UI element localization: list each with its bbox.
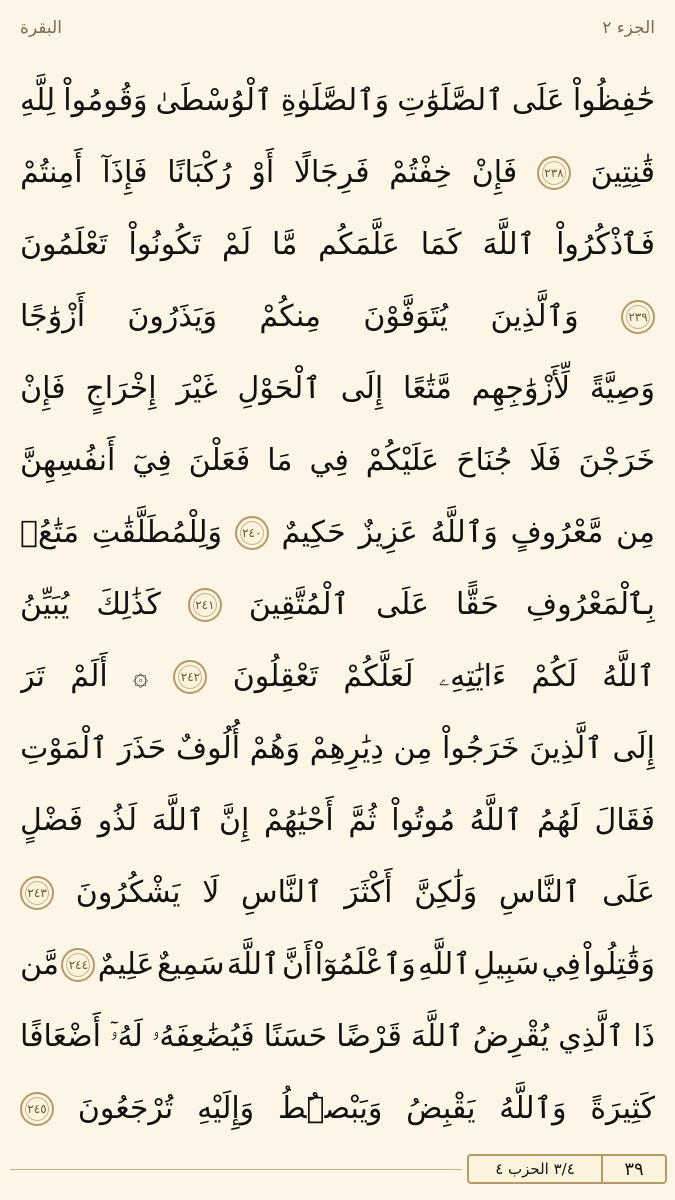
quran-word[interactable]: مَا bbox=[267, 443, 293, 478]
hizb-label: ٣/٤ الحزب ٤ bbox=[495, 1160, 575, 1178]
quran-word[interactable]: مِن bbox=[616, 515, 655, 550]
quran-word[interactable]: فَإِنْ bbox=[20, 371, 66, 406]
quran-word[interactable]: تَعْقِلُونَ bbox=[232, 659, 319, 694]
quran-word[interactable]: ٱللَّهُ bbox=[602, 659, 655, 694]
quran-word[interactable]: قَرْضًا bbox=[336, 1019, 402, 1054]
quran-word[interactable]: سَبِيلِ bbox=[473, 947, 540, 982]
ayah-number-marker: ٢٤٥ bbox=[20, 1092, 54, 1126]
quran-word[interactable]: مِن bbox=[393, 731, 433, 766]
text-line bbox=[20, 1076, 655, 1142]
quran-word[interactable]: لَهُۥٓ bbox=[110, 1019, 143, 1054]
page-footer bbox=[0, 1148, 675, 1200]
quran-word[interactable]: ٱلْحَوْلِ bbox=[237, 371, 321, 406]
quran-word[interactable]: ثُمَّ bbox=[348, 803, 377, 838]
quran-word[interactable]: فَإِنْ bbox=[471, 155, 518, 190]
quran-word[interactable]: ٱلَّذِينَ bbox=[529, 731, 603, 766]
quran-word[interactable]: تَكُونُواْ bbox=[128, 227, 202, 262]
quran-word[interactable]: إِخْرَاجٍ bbox=[85, 371, 157, 406]
ayah-number-marker: ٢٤١ bbox=[188, 588, 222, 622]
quran-word[interactable]: فِيٓ bbox=[132, 443, 172, 478]
quran-word[interactable]: مَّعْرُوفٍ bbox=[510, 515, 604, 550]
text-line bbox=[20, 356, 655, 422]
quran-word[interactable]: فَقَالَ bbox=[594, 803, 655, 838]
quran-word[interactable]: ٱلْوُسْطَىٰ bbox=[155, 83, 273, 118]
quran-word[interactable]: مَّتَٰعًا bbox=[403, 371, 452, 406]
quran-word[interactable]: وَٱعْلَمُوٓاْ bbox=[314, 947, 416, 982]
quran-word[interactable]: فِي bbox=[541, 947, 581, 982]
quran-word[interactable]: عَلَى bbox=[602, 875, 655, 910]
quran-word[interactable]: ٱلَّذِي bbox=[558, 1019, 625, 1054]
quran-word[interactable]: فَضْلٍ bbox=[20, 803, 84, 838]
footer-divider bbox=[10, 1169, 462, 1170]
quran-word[interactable]: لَعَلَّكُمْ bbox=[343, 659, 414, 694]
quran-word[interactable]: حَٰفِظُواْ bbox=[572, 83, 655, 118]
quran-word[interactable]: مَّن bbox=[20, 947, 59, 982]
quran-word[interactable]: مَّا bbox=[272, 227, 298, 262]
quran-word[interactable]: يُقْرِضُ bbox=[472, 1019, 550, 1054]
quran-word[interactable]: حَذَرَ bbox=[117, 731, 167, 766]
quran-word[interactable]: لَذُو bbox=[97, 803, 138, 838]
quran-word[interactable]: خَرَجُواْ bbox=[442, 731, 520, 766]
quran-word[interactable]: حَسَنًا bbox=[263, 1019, 328, 1054]
text-line bbox=[20, 860, 655, 926]
quran-word[interactable]: ٱلصَّلَوَٰتِ bbox=[397, 83, 504, 118]
quran-word[interactable]: وَٱللَّهُ bbox=[499, 1091, 567, 1126]
quran-word[interactable]: مِنكُمْ bbox=[259, 299, 321, 334]
text-line bbox=[20, 428, 655, 494]
quran-word[interactable]: إِلَى bbox=[340, 371, 384, 406]
quran-word[interactable]: ٱلنَّاسِ bbox=[498, 875, 581, 910]
quran-word[interactable]: ٱللَّهَ bbox=[482, 227, 536, 262]
quran-word[interactable]: وَيَذَرُونَ bbox=[127, 299, 217, 334]
quran-word[interactable]: يَشْكُرُونَ bbox=[75, 875, 181, 910]
quran-word[interactable]: رُكْبَانًا bbox=[167, 155, 232, 190]
quran-word[interactable]: فَإِذَآ bbox=[102, 155, 148, 190]
quran-word[interactable]: لَكُمْ bbox=[531, 659, 578, 694]
quran-word[interactable]: خِفْتُمْ bbox=[389, 155, 453, 190]
quran-word[interactable]: ٱلْمَوْتِ bbox=[20, 731, 108, 766]
quran-word[interactable]: فَرِجَالًا bbox=[293, 155, 370, 190]
quran-word[interactable]: قَٰنِتِينَ bbox=[590, 155, 655, 190]
quran-word[interactable]: وَٱلصَّلَوٰةِ bbox=[280, 83, 390, 118]
quran-word[interactable]: أَوْ bbox=[251, 155, 275, 190]
quran-word[interactable]: كَثِيرَةً bbox=[590, 1091, 655, 1126]
surah-name-label: البقرة bbox=[20, 18, 62, 38]
quran-word[interactable]: أَحْيَٰهُمْ bbox=[264, 803, 334, 838]
quran-word[interactable]: لِلَّهِ bbox=[20, 83, 56, 118]
quran-word[interactable]: أَضْعَافًا bbox=[20, 1019, 101, 1054]
quran-word[interactable]: عَلَى bbox=[511, 83, 565, 118]
quran-word[interactable]: فَٱذْكُرُواْ bbox=[556, 227, 655, 262]
quran-word[interactable]: سَمِيعٌ bbox=[156, 947, 225, 982]
quran-word[interactable]: أُلُوفٌ bbox=[176, 731, 241, 766]
quran-word[interactable]: وَهُمْ bbox=[249, 731, 301, 766]
quran-word[interactable]: دِيَٰرِهِمْ bbox=[309, 731, 384, 766]
quran-word[interactable]: تَعْلَمُونَ bbox=[20, 227, 108, 262]
quran-word[interactable]: عَلَى bbox=[376, 587, 429, 622]
quran-word[interactable]: غَيْرَ bbox=[176, 371, 218, 406]
footer-frame bbox=[467, 1154, 667, 1184]
quran-word[interactable]: إِلَى bbox=[612, 731, 655, 766]
quran-word[interactable]: ءَايَٰتِهِۦ bbox=[438, 659, 507, 694]
quran-word[interactable]: وَٱلَّذِينَ bbox=[490, 299, 579, 334]
text-line bbox=[20, 788, 655, 854]
text-line bbox=[20, 68, 655, 134]
quran-word[interactable]: وَصِيَّةً bbox=[589, 371, 655, 406]
quran-word[interactable]: تُرْجَعُونَ bbox=[77, 1091, 174, 1126]
quran-word[interactable]: فَيُضَٰعِفَهُۥ bbox=[151, 1019, 255, 1054]
quran-word[interactable]: أَكْثَرَ bbox=[344, 875, 393, 910]
juz-label: الجزء ٢ bbox=[602, 18, 655, 38]
quran-word[interactable]: فَعَلْنَ bbox=[188, 443, 251, 478]
quran-word[interactable]: تَرَ bbox=[20, 659, 46, 694]
quran-word[interactable]: لِّأَزْوَٰجِهِم bbox=[471, 371, 571, 406]
ayah-number-marker: ٢٤٢ bbox=[173, 660, 207, 694]
text-line bbox=[20, 572, 655, 638]
quran-word[interactable]: ٱللَّهِ bbox=[418, 947, 471, 982]
quran-word[interactable]: أَنفُسِهِنَّ bbox=[20, 443, 116, 478]
quran-word[interactable]: ٱلْمُتَّقِينَ bbox=[248, 587, 350, 622]
quran-word[interactable]: فِي bbox=[309, 443, 349, 478]
text-line bbox=[20, 212, 655, 278]
rub-el-hizb-icon: ۞ bbox=[132, 662, 149, 692]
quran-word[interactable]: وَقُومُواْ bbox=[63, 83, 148, 118]
page-number: ٣٩ bbox=[601, 1156, 665, 1182]
quran-word[interactable]: عَلَّمَكُم bbox=[318, 227, 400, 262]
quran-word[interactable]: وَإِلَيْهِ bbox=[197, 1091, 255, 1126]
text-line bbox=[20, 500, 655, 566]
quran-word[interactable]: مُوتُواْ bbox=[391, 803, 456, 838]
quran-word[interactable]: أَنَّ bbox=[281, 947, 313, 982]
ayah-number-marker: ٢٣٩ bbox=[621, 300, 655, 334]
quran-word[interactable]: ٱللَّهَ bbox=[226, 947, 280, 982]
quran-word[interactable]: وَقَٰتِلُواْ bbox=[583, 947, 655, 982]
quran-page-text bbox=[20, 68, 655, 1148]
quran-word[interactable]: وَلِلْمُطَلَّقَٰتِ bbox=[91, 515, 222, 550]
page-header bbox=[0, 0, 675, 60]
quran-word[interactable]: أَزْوَٰجًا bbox=[20, 299, 86, 334]
text-line bbox=[20, 284, 655, 350]
text-line bbox=[20, 140, 655, 206]
ayah-number-marker: ٢٤٤ bbox=[61, 948, 95, 982]
quran-word[interactable]: عَلَيْكُمْ bbox=[365, 443, 440, 478]
quran-word[interactable]: مَتَٰعُۢ bbox=[20, 515, 80, 550]
text-line bbox=[20, 716, 655, 782]
quran-word[interactable]: ٱللَّهَ bbox=[410, 1019, 464, 1054]
quran-word[interactable]: ذَا bbox=[633, 1019, 655, 1054]
quran-word[interactable]: ٱللَّهُ bbox=[469, 803, 523, 838]
quran-word[interactable]: إِنَّ bbox=[219, 803, 250, 838]
quran-word[interactable]: حَكِيمٌ bbox=[281, 515, 346, 550]
quran-word[interactable]: لَهُمُ bbox=[536, 803, 580, 838]
quran-word[interactable]: خَرَجْنَ bbox=[578, 443, 655, 478]
quran-word[interactable]: وَيَبْصُۜطُ bbox=[277, 1091, 383, 1126]
text-line bbox=[20, 644, 655, 710]
quran-word[interactable]: بِٱلْمَعْرُوفِ bbox=[525, 587, 655, 622]
quran-word[interactable]: عَلِيمٌ bbox=[97, 947, 155, 982]
quran-word[interactable]: لَمْ bbox=[222, 227, 252, 262]
quran-word[interactable]: ٱللَّهَ bbox=[151, 803, 205, 838]
quran-word[interactable]: كَمَا bbox=[420, 227, 462, 262]
quran-word[interactable]: عَزِيزٌ bbox=[358, 515, 418, 550]
quran-word[interactable]: يُبَيِّنُ bbox=[20, 587, 70, 622]
text-line bbox=[20, 1004, 655, 1070]
quran-word[interactable]: أَمِنتُمْ bbox=[20, 155, 83, 190]
quran-word[interactable]: لَا bbox=[202, 875, 220, 910]
ayah-number-marker: ٢٤٠ bbox=[235, 516, 269, 550]
ayah-number-marker: ٢٣٨ bbox=[537, 156, 571, 190]
quran-word[interactable]: يُتَوَفَّوْنَ bbox=[363, 299, 449, 334]
quran-word[interactable]: وَٱللَّهُ bbox=[430, 515, 498, 550]
quran-word[interactable]: حَقًّا bbox=[456, 587, 499, 622]
quran-word[interactable]: جُنَاحَ bbox=[456, 443, 513, 478]
text-line bbox=[20, 932, 655, 998]
quran-word[interactable]: أَلَمْ bbox=[70, 659, 108, 694]
quran-word[interactable]: فَلَا bbox=[529, 443, 562, 478]
quran-word[interactable]: يَقْبِضُ bbox=[406, 1091, 476, 1126]
quran-word[interactable]: كَذَٰلِكَ bbox=[96, 587, 161, 622]
quran-word[interactable]: ٱلنَّاسِ bbox=[241, 875, 323, 910]
quran-word[interactable]: وَلَٰكِنَّ bbox=[414, 875, 478, 910]
ayah-number-marker: ٢٤٣ bbox=[20, 876, 54, 910]
